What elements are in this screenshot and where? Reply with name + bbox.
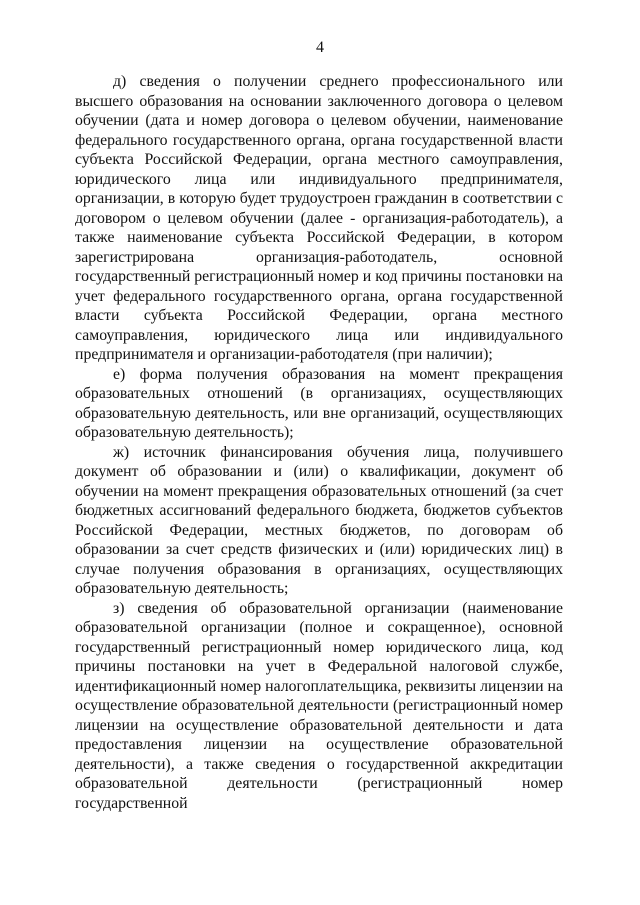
paragraph-d: д) сведения о получении среднего профессионального или высшего образования на основании заключенного договора о целевом обучении (дата и номер договора о целевом обучении, наименование федерального государственного органа, органа государственной власти субъекта Российской Федерации, органа местного самоуправления, юридического лица или индивидуального предпринимателя, организации, в которую будет трудоустроен гражданин в соответствии с договором о целевом обучении (далее - организация-работодатель), а также наименование субъекта Российской Федерации, в котором зарегистрирована организация-работодатель, основной государственный регистрационный номер и код причины постановки на учет федерального государственного органа, органа государственной власти субъекта Российской Федерации, органа местного самоуправления, юридического лица или индивидуального предпринимателя и организации-работодателя (при наличии);	[75, 73, 563, 363]
document-body	[75, 72, 563, 813]
page-number: 4	[316, 39, 324, 56]
paragraph-zh: ж) источник финансирования обучения лица, получившего документ об образовании и (или) о квалификации, документ об обучении на момент прекращения образовательных отношений (за счет бюджетных ассигнований федерального бюджета, бюджетов субъектов Российской Федерации, местных бюджетов, по договорам об образовании за счет средств физических и (или) юридических лиц) в случае получения образования в организациях, осуществляющих образовательную деятельность;	[75, 443, 563, 597]
paragraph-e: е) форма получения образования на момент прекращения образовательных отношений (в организациях, осуществляющих образовательную деятельность, или вне организаций, осуществляющих образовательную деятельность);	[75, 365, 563, 441]
paragraph-z: з) сведения об образовательной организации (наименование образовательной организации (полное и сокращенное), основной государственный регистрационный номер юридического лица, код причины постановки на учет в Федеральной налоговой службе, идентификационный номер налогоплательщика, реквизиты лицензии на осуществление образовательной деятельности (регистрационный номер лицензии на осуществление образовательной деятельности и дата предоставления лицензии на осуществление образовательной деятельности), а также сведения о государственной аккредитации образовательной деятельности (регистрационный номер государственной	[75, 599, 563, 812]
